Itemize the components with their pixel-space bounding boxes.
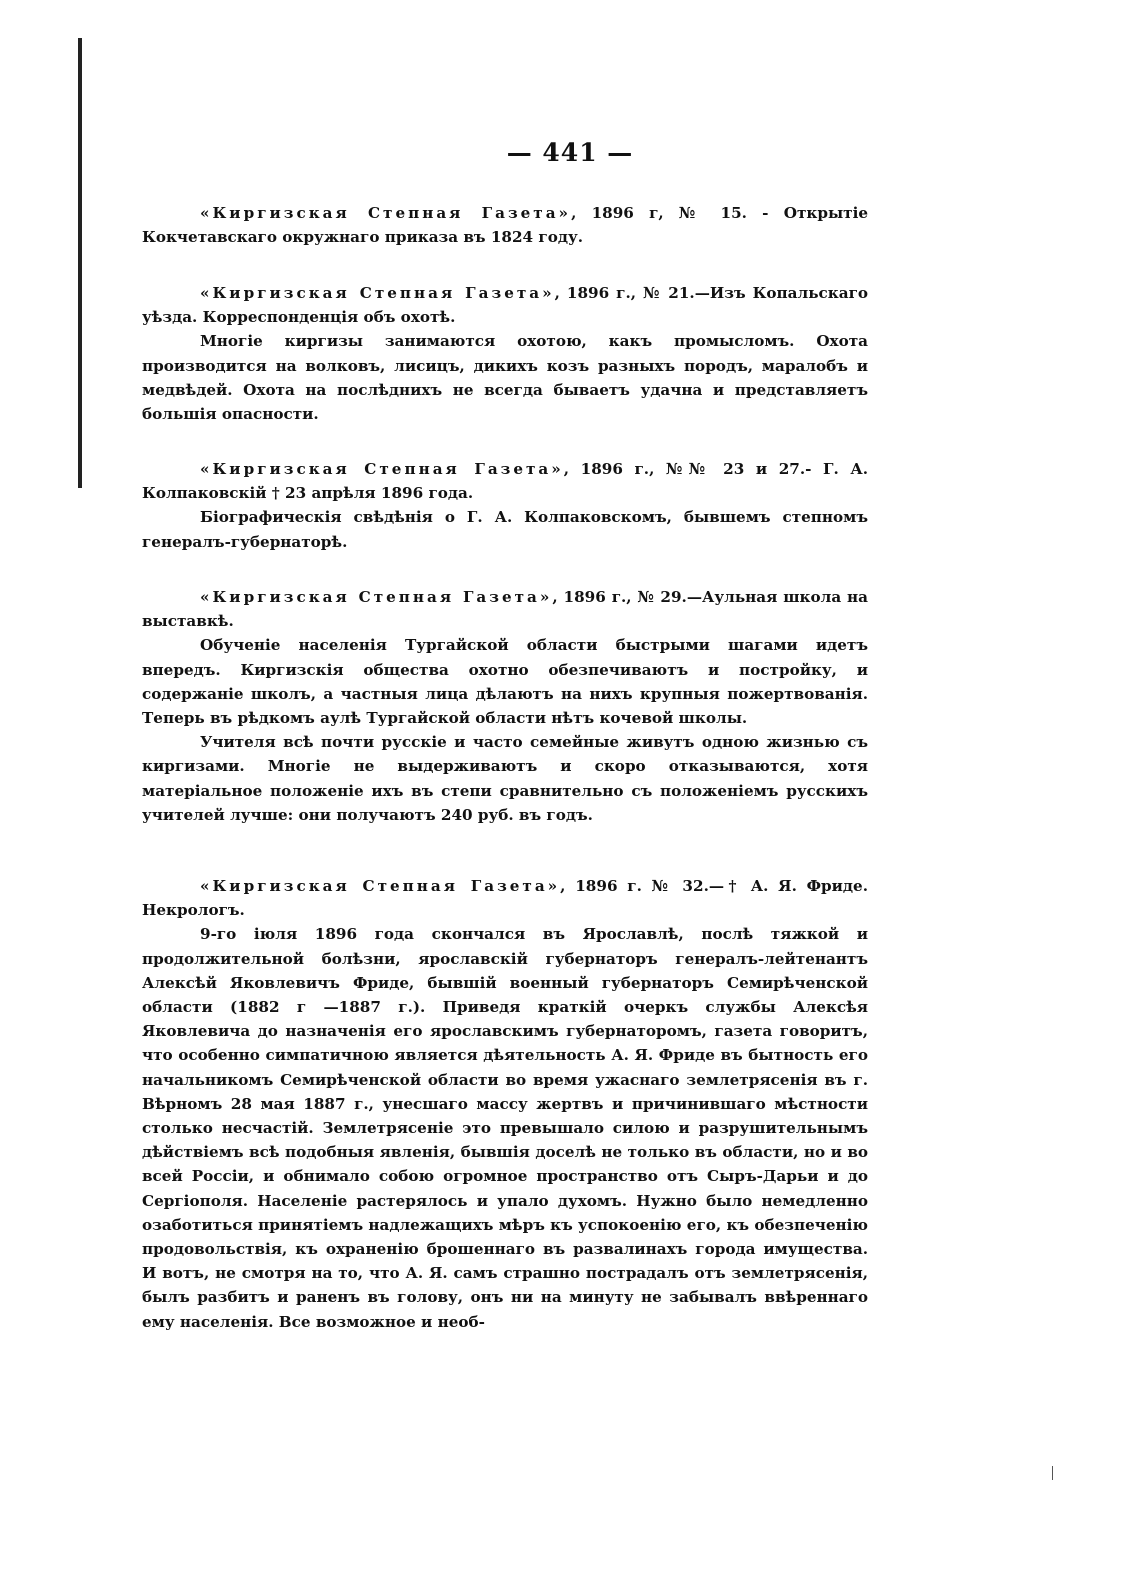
entry-source: «Киргизская Степная Газета» [200,588,553,606]
entry-heading [142,585,868,633]
entry-citation: , 1896 г, № 15. - Открытіе Кокчетавскаго окружнаго приказа въ 1824 году. [142,204,869,247]
entry-source: «Киргизская Степная Газета» [200,877,561,895]
entry-paragraph: Учителя всѣ почти русскіе и часто семейные живутъ одною жизнью съ киргизами. Многіе не выдерживаютъ и скоро отказываются, хотя матеріальное положеніе ихъ въ степи сравнительно съ положеніемъ русскихъ учителей лучше: они получаютъ 240 руб. въ годъ. [142,733,868,824]
entry-aul-school [142,585,868,827]
entry-citation: , 1896 г., № 29.—Аульная школа на выставкѣ. [142,588,868,631]
entry-paragraph: Многіе киргизы занимаются охотою, какъ промысломъ. Охота производится на волковъ, лисицъ, дикихъ козъ разныхъ породъ, маралобъ и медвѣдей. Охота на послѣднихъ не всегда бываетъ удачна и представляетъ большія опасности. [142,332,868,424]
entry-heading [142,874,868,922]
entry-heading [142,457,868,505]
entry-citation: , 1896 г., №№ 23 и 27.- Г. А. Колпаковскій † 23 апрѣля 1896 года. [142,460,869,503]
entry-kolpakovsky [142,457,868,554]
entry-heading [142,201,868,249]
entry-paragraph: Обученіе населенія Тургайской области быстрыми шагами идетъ впередъ. Киргизскія общества охотно обезпечиваютъ и постройку, и содержаніе школъ, а частныя лица дѣлаютъ на нихъ крупныя пожертвованія. Теперь въ рѣдкомъ аулѣ Тургайской области нѣтъ кочевой школы. [142,636,868,728]
entry-source: «Киргизская Степная Газета» [200,204,572,222]
entry-source: «Киргизская Степная Газета» [200,460,564,478]
entry-paragraph: 9-го іюля 1896 года скончался въ Ярославлѣ, послѣ тяжкой и продолжительной болѣзни, ярославскій губернаторъ генералъ-лейтенантъ Алексѣй Яковлевичъ Фриде, бывшій военный губернаторъ Семирѣченской области (1882 г —1887 г.). Приведя краткій очеркъ службы Алексѣя Яковлевича до назначенія его ярославскимъ губернаторомъ, газета говоритъ, что особенно симпатичною является дѣятельность А. Я. Фриде въ бытность его начальникомъ Семирѣченской области во время ужаснаго землетрясенія въ г. Вѣрномъ 28 мая 1887 г., унесшаго массу жертвъ и причинившаго мѣстности столько несчастій. Землетрясеніе это превышало силою и разрушительнымъ дѣйствіемъ всѣ подобныя явленія, бывшія доселѣ не только въ области, но и во всей Россіи, и обнимало собою огромное пространство отъ Сыръ-Дарьи и до Сергіополя. Населеніе растерялось и упало духомъ. Нужно было немедленно озаботиться принятіемъ надлежащихъ мѣръ къ успокоенію его, къ обезпеченію продовольствія, къ охраненію брошеннаго въ развалинахъ города имущества. И вотъ, не смотря на то, что А. Я. самъ страшно пострадалъ отъ землетрясенія, былъ разбитъ и раненъ въ голову, онъ ни на минуту не забывалъ ввѣреннаго ему населенія. Все возможное и необ- [142,925,868,1331]
entry-source: «Киргизская Степная Газета» [200,284,555,302]
entry-heading [142,281,868,329]
entry-paragraph: Біографическія свѣдѣнія о Г. А. Колпаковскомъ, бывшемъ степномъ генералъ-губернаторѣ. [142,508,868,551]
entry-kopal-hunting [142,281,868,426]
entry-citation: , 1896 г., № 21.—Изъ Копальскаго уѣзда. Корреспонденція объ охотѣ. [142,284,868,327]
entry-citation: , 1896 г. № 32.—† А. Я. Фриде. Некрологъ. [142,877,868,920]
entry-fride-obituary [142,874,868,1334]
page-number: — 441 — [506,138,634,167]
margin-rule [78,38,82,488]
scan-mark [1052,1466,1053,1480]
entry-kokchetav [142,201,868,249]
